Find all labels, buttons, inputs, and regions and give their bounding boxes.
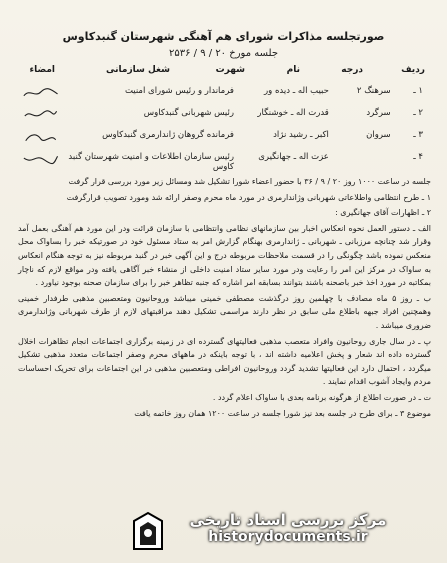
col-sign: امضاء	[29, 65, 55, 75]
row-rank: سرهنگ ۲	[356, 86, 391, 96]
paragraph: پ ـ در سال جاری روحانیون وافراد متعصب مذهبی فعالیتهای گسترده ای در زمینه برگزاری اجتماعات انجام تظاهرات اخلال گسترده داده اند شعار و پخش اعلامیه داشته اند ، با توجه باینکه در ماههای محرم وصفر اجتماعات متعدد مذهبی تشکیل میگردد ، احتمال دارد این فعالیتها تشدید گردد وروحانیون افراطی ومتعصبین مذهبی در این اجتماعات برای تحریک احساسات مردم وایجاد آشوب اقدام نمایند .	[18, 336, 431, 387]
signature-scribble	[22, 108, 59, 122]
paragraph: ۲ ـ اظهارات آقای جهانگیری :	[335, 208, 431, 218]
row-post: رئیس سازمان اطلاعات و امنیت شهرستان گنبد کاوس	[68, 152, 234, 172]
row-name: حبیب اله ـ دیده ور	[264, 86, 329, 96]
watermark-en: historydocuments.ir	[208, 529, 368, 545]
last-name: جهانگیری	[258, 152, 291, 162]
col-row: ردیف	[401, 65, 425, 75]
row-name: اکبر ـ رشید نژاد	[273, 130, 329, 140]
paragraph: الف ـ دستور العمل نحوه انعکاس اخبار بین سازمانهای نظامی وانتظامی با سازمان قرائت ودر این مورد هم آهنگی بعمل آمد وقرار شد چنانچه مرزبانی ـ شهربانی ـ ژاندارمری بهنگام گزارش امر به ستاد مسئول خود در صورتیکه خبر را بساواک محل منعکس نموده باشد چگونگی را در قسمت ملاحظات مربوطه درج و این آگهی خبر در گنبد مربوطه نیز به توجه هنگام انعکاس به ساواک در مرکز این امر را رعایت ودر مورد سایر ستاد امنیت داخلی از منشاء خبر آگاهی یافته ودر مواقع لازم که ناچار بمکاتبه در مورد اخذ خبر باصحنه باشند بتوانند بسابقه امر اشاره که جنبه تظاهر خبر را برای سازمان صحنه بوجود نیاورد .	[18, 223, 431, 288]
paragraph: ۱ ـ طرح انتظامی واطلاعاتی شهربانی وژاندارمری در مورد ماه محرم وصفر ارائه شد ومورد تصویب قرارگرفت	[66, 192, 431, 202]
row-rank: سرگرد	[366, 108, 391, 118]
col-rank: درجه	[341, 65, 363, 75]
signature	[20, 128, 61, 150]
table-row	[20, 84, 425, 106]
last-name: رشید نژاد	[273, 130, 308, 140]
row-name: قدرت اله ـ خوشنگار	[257, 108, 329, 118]
table-row	[20, 106, 425, 128]
session-date: جلسه مورخ ۲۰ / ۹ / ۲۵۳۶	[168, 48, 279, 59]
signature	[20, 150, 61, 174]
paragraph: موضوع ۳ ـ برای طرح در جلسه بعد نیز شورا جلسه در ساعت ۱۲۰۰ همان روز خاتمه یافت	[134, 408, 431, 418]
watermark-fa: مرکز بررسی اسناد تاریخی	[189, 511, 387, 529]
row-rank	[331, 150, 393, 174]
row-num: ۳ ـ	[413, 130, 423, 140]
attendance-table	[20, 84, 425, 174]
watermark	[138, 511, 438, 559]
first-name: حبیب اله	[297, 86, 329, 96]
signature	[20, 84, 61, 106]
col-first: نام	[286, 65, 300, 75]
row-num: ۲ ـ	[413, 108, 423, 118]
row-rank: سروان	[366, 130, 391, 140]
col-post: شغل سازمانی	[106, 65, 170, 75]
signature-scribble	[22, 152, 59, 166]
paragraph: ت ـ در صورت اطلاع از هرگونه برنامه بعدی با ساواک اعلام گردد .	[212, 392, 431, 402]
minutes-body	[18, 175, 431, 422]
row-name: عزت اله ـ جهانگیری	[258, 152, 329, 162]
document-title: صورتجلسه مذاکرات شورای هم آهنگی شهرستان گنبدکاوس	[62, 30, 385, 43]
paragraph: جلسه در ساعت ۱۰۰۰ روز ۲۰ / ۹ / ۳۶ با حضور اعضاء شورا تشکیل شد ومسائل زیر مورد بررسی قرار گرفت	[68, 177, 431, 186]
last-name: خوشنگار	[257, 108, 289, 118]
last-name: دیده ور	[264, 86, 291, 96]
signature-scribble	[22, 86, 59, 100]
first-name: قدرت اله	[296, 108, 329, 118]
first-name: اکبر	[315, 130, 329, 140]
table-row	[20, 150, 425, 174]
first-name: عزت اله	[298, 152, 329, 162]
col-last: شهرت	[215, 65, 245, 75]
row-num: ۴ ـ	[413, 152, 423, 162]
paragraph: ب ـ روز ۵ ماه مصادف با چهلمین روز درگذشت مصطفی خمینی میباشد وروحانیون ومتعصبین مذهبی طرفدار خمینی وهمچنین افراد جبهه باطلاع ملی سابق در نظر دارند مراسمی تشکیل دهند مراقبتهای لازم از طرف شهربانی وژاندارمری ضروری میباشد .	[18, 293, 431, 330]
row-post: فرمانده گروهان ژاندارمری گنبدکاوس	[102, 130, 234, 140]
row-post: رئیس شهربانی گنبدکاوس	[143, 108, 234, 118]
signature	[20, 106, 61, 128]
row-num: ۱ ـ	[413, 86, 423, 96]
archive-logo-icon	[126, 509, 170, 553]
table-row	[20, 128, 425, 150]
signature-scribble	[22, 130, 59, 144]
row-post: فرماندار و رئیس شورای امنیت	[124, 86, 234, 96]
